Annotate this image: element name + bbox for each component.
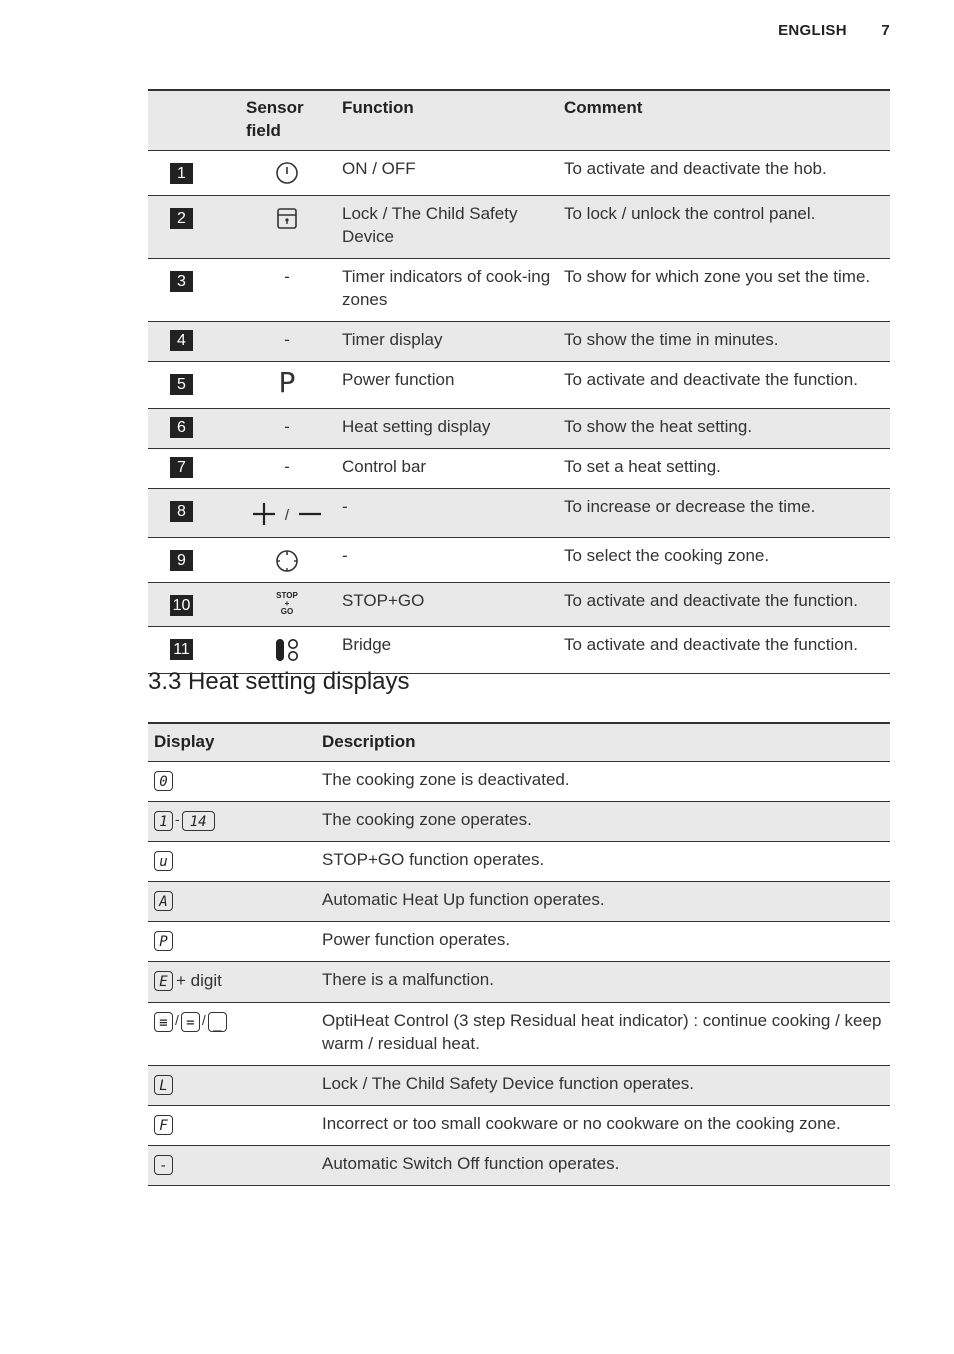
display-symbol-icon: A (154, 891, 173, 911)
table-row (148, 962, 890, 1003)
symbol-separator: / (201, 1012, 206, 1029)
table-row (148, 538, 890, 583)
table-row (148, 489, 890, 538)
stop-go-icon: STOP + GO (276, 591, 298, 616)
description-cell: There is a malfunction. (322, 970, 494, 989)
row-number: 11 (170, 639, 193, 660)
header-sensor-field: Sensor field (246, 98, 304, 140)
description-cell: Incorrect or too small cookware or no cookware on the cooking zone. (322, 1114, 841, 1134)
description-cell: STOP+GO function operates. (322, 850, 545, 869)
symbol-suffix: + digit (176, 971, 222, 991)
header-description: Description (322, 732, 416, 751)
table-row (148, 362, 890, 409)
table-header-row (148, 90, 890, 151)
function-cell: Timer indicators of cook-ing zones (342, 267, 551, 309)
row-number: 5 (170, 374, 193, 395)
function-cell: Power function (342, 370, 455, 389)
lock-icon (275, 206, 299, 230)
comment-cell: To show for which zone you set the time. (564, 267, 871, 286)
table-row (148, 259, 890, 322)
sensor-field-table (148, 89, 890, 674)
display-symbol-icon: 0 (154, 771, 173, 791)
display-symbol-icon: 1 (154, 811, 173, 831)
display-symbol-icon: P (154, 931, 173, 951)
function-cell: STOP+GO (342, 591, 425, 610)
display-symbol-icon: - (154, 1155, 173, 1175)
table-row (148, 1106, 890, 1146)
comment-cell: To show the time in minutes. (564, 330, 779, 349)
display-symbol-icon: = (181, 1012, 200, 1032)
function-cell: Timer display (342, 330, 443, 349)
display-symbol-icon: u (154, 851, 173, 871)
table-row (148, 322, 890, 362)
symbol-separator: / (175, 1012, 179, 1029)
comment-cell: To activate and deactivate the function. (564, 635, 858, 654)
row-number: 4 (170, 330, 193, 351)
timer-zone-icon (275, 548, 299, 572)
function-cell: - (342, 497, 348, 516)
row-number: 10 (170, 595, 193, 616)
description-cell: Lock / The Child Safety Device function operates. (322, 1074, 694, 1094)
table-header-row (148, 723, 890, 762)
comment-cell: To select the cooking zone. (564, 546, 770, 565)
page-number: 7 (881, 22, 890, 39)
header-display: Display (154, 732, 215, 751)
minus-icon (297, 501, 323, 527)
display-symbol-icon: ≡ (154, 1012, 173, 1032)
section-heading (148, 668, 410, 696)
comment-cell: To set a heat setting. (564, 457, 721, 476)
row-number: 6 (170, 417, 193, 438)
function-cell: - (342, 546, 348, 565)
table-row (148, 196, 890, 259)
table-row (148, 1003, 890, 1066)
header-comment: Comment (564, 98, 643, 117)
row-number: 1 (170, 163, 193, 184)
description-cell: Power function operates. (322, 930, 511, 949)
description-cell: The cooking zone operates. (322, 810, 532, 829)
function-cell: Bridge (342, 635, 392, 654)
table-row (148, 151, 890, 196)
sensor-dash: - (284, 457, 290, 476)
power-icon (275, 161, 299, 185)
display-symbol-icon: F (154, 1115, 173, 1135)
display-symbol-icon: L (154, 1075, 173, 1095)
description-cell: OptiHeat Control (3 step Residual heat indicator) : continue cooking / keep warm / residual heat. (322, 1011, 882, 1054)
bridge-icon (273, 637, 301, 663)
comment-cell: To increase or decrease the time. (564, 497, 816, 516)
symbol-separator: - (175, 811, 180, 827)
table-row (148, 842, 890, 882)
table-row (148, 1146, 890, 1186)
description-cell: Automatic Switch Off function operates. (322, 1154, 620, 1174)
table-row (148, 627, 890, 674)
function-cell: Heat setting display (342, 417, 491, 436)
section-number: 3.3 (148, 668, 182, 695)
table-row (148, 762, 890, 802)
comment-cell: To activate and deactivate the hob. (564, 159, 827, 178)
heat-setting-table (148, 722, 890, 1186)
sensor-dash: - (284, 330, 290, 349)
header-function: Function (342, 98, 414, 117)
table-row (148, 1066, 890, 1106)
function-cell: Lock / The Child Safety Device (342, 204, 518, 246)
table-row (148, 409, 890, 449)
comment-cell: To lock / unlock the control panel. (564, 204, 816, 223)
display-symbol-icon: 14 (182, 811, 215, 831)
power-boost-p-icon: P (278, 366, 296, 399)
row-number: 7 (170, 457, 193, 478)
comment-cell: To show the heat setting. (564, 417, 753, 436)
row-number: 9 (170, 550, 193, 571)
table-row (148, 449, 890, 489)
sensor-dash: - (284, 417, 290, 436)
row-number: 8 (170, 501, 193, 522)
header-language: ENGLISH (778, 22, 847, 39)
table-row (148, 802, 890, 842)
description-cell: Automatic Heat Up function operates. (322, 890, 605, 909)
function-cell: Control bar (342, 457, 427, 476)
description-cell: The cooking zone is deactivated. (322, 770, 570, 789)
comment-cell: To activate and deactivate the function. (564, 370, 858, 389)
plus-minus-icon (246, 497, 328, 527)
function-cell: ON / OFF (342, 159, 416, 178)
table-row (148, 583, 890, 627)
comment-cell: To activate and deactivate the function. (564, 591, 858, 610)
row-number: 3 (170, 271, 193, 292)
display-symbol-icon: E (154, 971, 173, 991)
plus-minus-separator: / (284, 506, 290, 524)
table-row (148, 922, 890, 962)
page-header (778, 22, 890, 39)
section-title: Heat setting displays (188, 668, 410, 695)
row-number: 2 (170, 208, 193, 229)
sensor-dash: - (284, 267, 290, 286)
table-row (148, 882, 890, 922)
plus-icon (251, 501, 277, 527)
display-symbol-icon: _ (208, 1012, 227, 1032)
